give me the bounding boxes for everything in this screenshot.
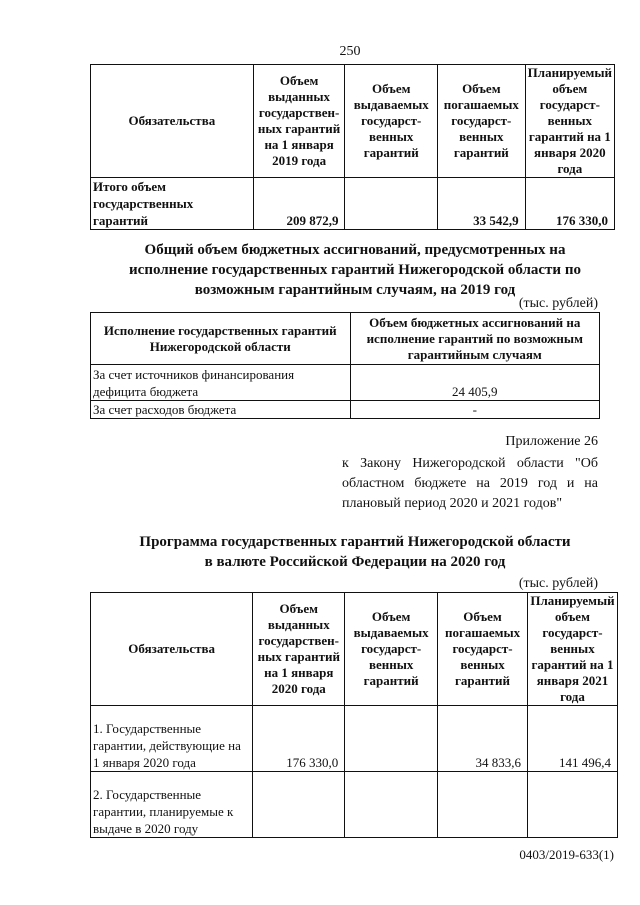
table-header: Объем бюджетных ассигнований на исполнение гарантий по возможным гарантийным случаям (350, 313, 600, 365)
appendix-label: Приложение 26 (505, 434, 598, 449)
table-header: Обязательства (91, 65, 254, 178)
table-cell: 2. Государственные гарантии, планируемые к выдаче в 2020 году (91, 772, 253, 838)
table-cell: За счет расходов бюджета (91, 401, 351, 419)
guarantees-table-2020 (90, 592, 618, 838)
table-cell (253, 772, 345, 838)
guarantees-table-2019 (90, 64, 615, 230)
unit-label: (тыс. рублей) (518, 296, 598, 311)
table-header: Объем выдаваемых государст-венных гарантий (345, 593, 438, 706)
page-number: 250 (339, 44, 361, 59)
table-cell: 209 872,9 (253, 178, 345, 230)
table-cell: 141 496,4 (527, 706, 617, 772)
table-cell: 176 330,0 (525, 178, 614, 230)
table-cell (438, 772, 528, 838)
table-cell (345, 178, 438, 230)
table-row (91, 401, 600, 419)
table-header: Объем выданных государствен-ных гарантий на 1 января 2019 года (253, 65, 345, 178)
table-header: Объем погашаемых государст-венных гарантий (437, 65, 525, 178)
section-title: Общий объем бюджетных ассигнований, предусмотренных на исполнение государственных гарантий Нижегородской области по возможным гарантийным случаям, на 2019 год (129, 242, 581, 298)
appendix-law-reference: к Закону Нижегородской области "Об областном бюджете на 2019 год и на плановый период 2020 и 2021 годов" (342, 456, 598, 511)
table-header: Планируемый объем государст-венных гарантий на 1 января 2021 года (527, 593, 617, 706)
document-code: 0403/2019-633(1) (519, 847, 614, 862)
table-cell (527, 772, 617, 838)
table-cell (345, 772, 438, 838)
table-cell: 24 405,9 (350, 365, 600, 401)
table-row (91, 772, 618, 838)
section-title: Программа государственных гарантий Нижегородской области (139, 534, 571, 550)
table-cell: Итого объем государственных гарантий (91, 178, 254, 230)
table-cell: 33 542,9 (437, 178, 525, 230)
section-subtitle: в валюте Российской Федерации на 2020 год (204, 554, 506, 570)
table-cell: 1. Государственные гарантии, действующие на 1 января 2020 года (91, 706, 253, 772)
table-cell: - (350, 401, 600, 419)
table-row (91, 365, 600, 401)
table-header: Исполнение государственных гарантий Нижегородской области (91, 313, 351, 365)
table-header: Объем выданных государствен-ных гарантий на 1 января 2020 года (253, 593, 345, 706)
table-cell (345, 706, 438, 772)
table-row (91, 706, 618, 772)
unit-label: (тыс. рублей) (518, 576, 598, 591)
table-cell: 176 330,0 (253, 706, 345, 772)
table-header: Планируемый объем государст-венных гарантий на 1 января 2020 года (525, 65, 614, 178)
table-header: Объем погашаемых государст-венных гарантий (438, 593, 528, 706)
budget-allocations-table (90, 312, 600, 419)
table-header: Объем выдаваемых государст-венных гарантий (345, 65, 438, 178)
table-header: Обязательства (91, 593, 253, 706)
table-cell: За счет источников финансирования дефицита бюджета (91, 365, 351, 401)
table-cell: 34 833,6 (438, 706, 528, 772)
table-row (91, 178, 615, 230)
